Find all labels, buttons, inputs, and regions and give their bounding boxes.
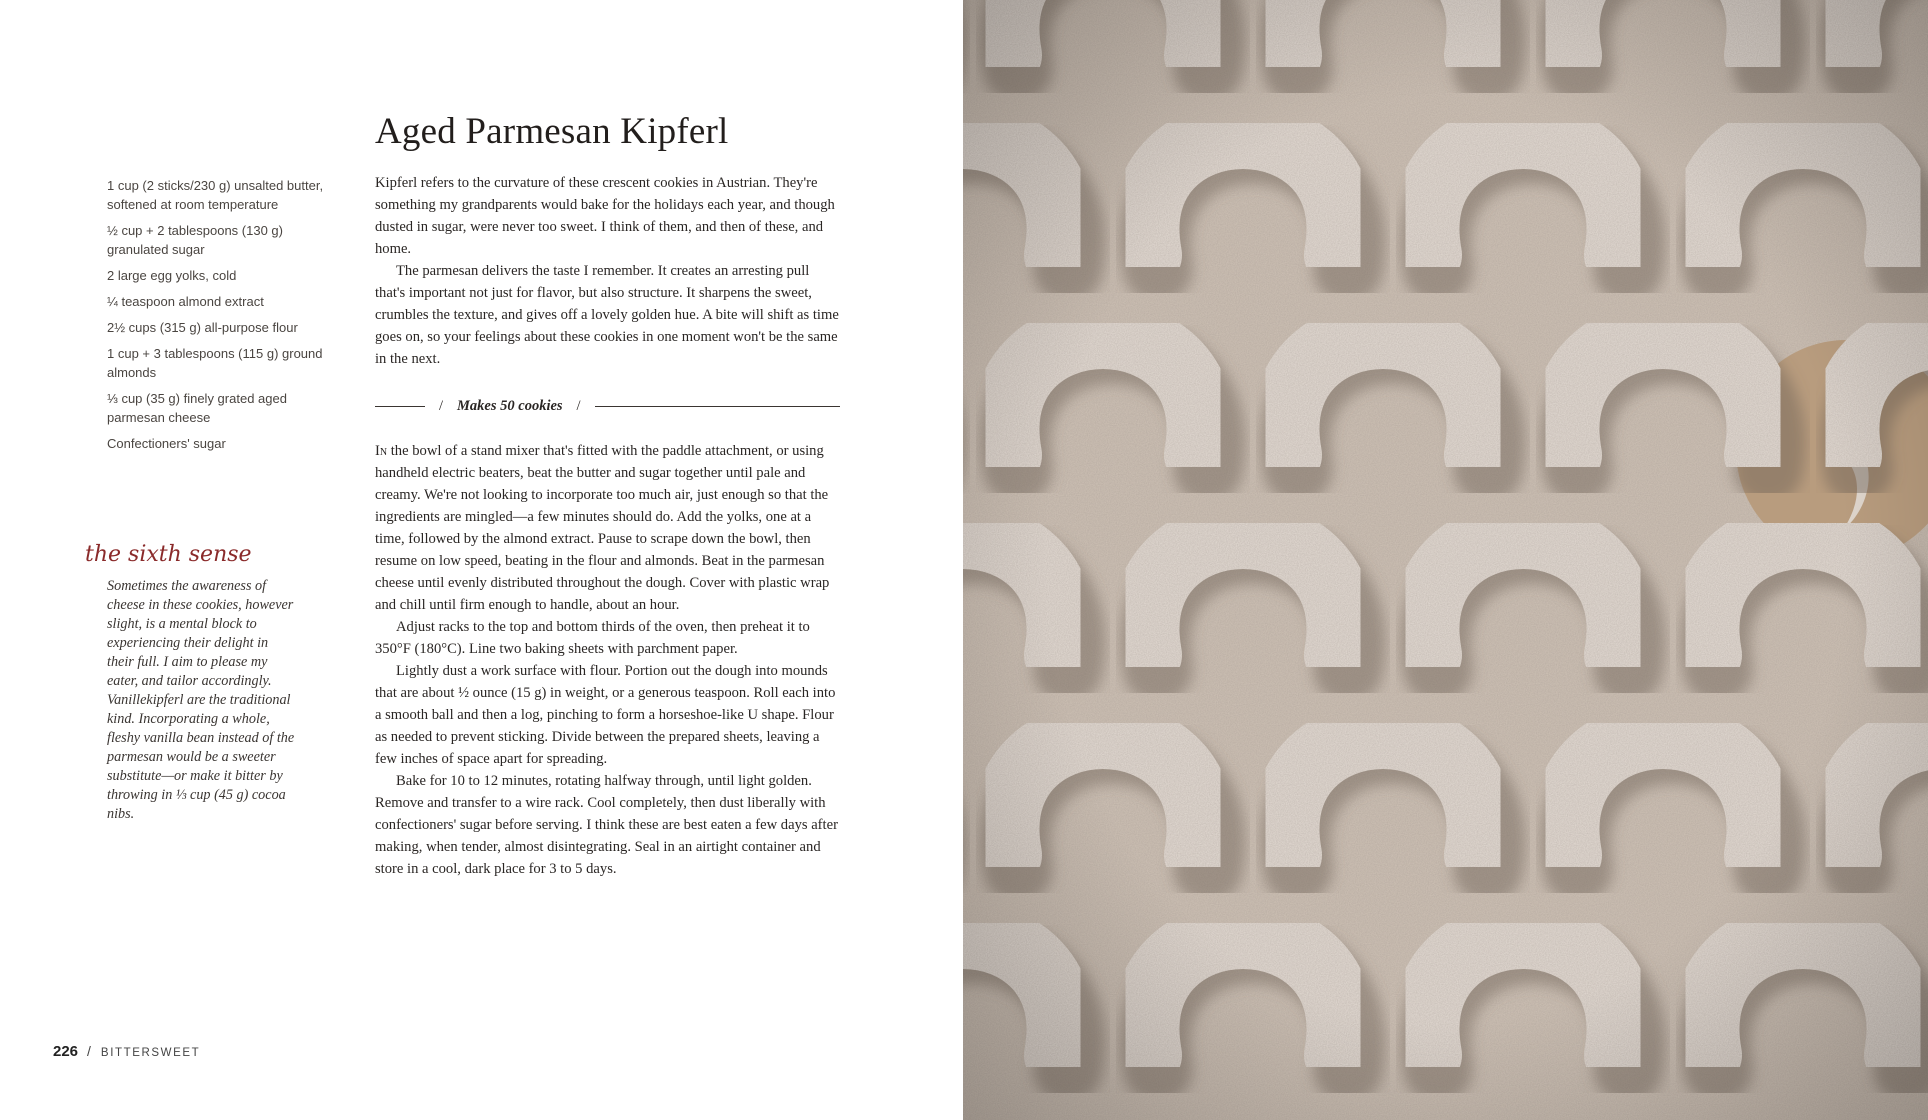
method-lead-word: In <box>375 443 388 459</box>
recipe-method <box>375 440 840 880</box>
recipe-yield <box>375 396 840 416</box>
cookie-photo <box>963 0 1928 1120</box>
footer-separator: / <box>87 1043 91 1059</box>
ingredient-item: ⅓ cup (35 g) finely grated aged parmesan cheese <box>107 391 287 425</box>
intro-paragraph: The parmesan delivers the taste I remember. It creates an arresting pull that's important not just for flavor, but also structure. It sharpens the sweet, crumbles the texture, and gives off a lovely golden hue. A bite will shift as time goes on, so your feelings about these cookies in one moment won't be the same in the next. <box>375 263 839 367</box>
ingredient-item: 2 large egg yolks, cold <box>107 268 237 283</box>
recipe-intro <box>375 172 840 370</box>
ingredient-item: 2½ cups (315 g) all-purpose flour <box>107 320 298 335</box>
divider-rule <box>595 406 840 407</box>
recipe-page <box>0 0 963 1120</box>
intro-paragraph: Kipferl refers to the curvature of these crescent cookies in Austrian. They're something my grandparents would bake for the holidays each year, and though dusted in sugar, were never too sweet. I think of them, and then of these, and home. <box>375 175 835 257</box>
yield-slash: / <box>576 397 581 414</box>
ingredient-item: 1 cup (2 sticks/230 g) unsalted butter, softened at room temperature <box>107 178 324 212</box>
yield-text: Makes 50 cookies <box>457 397 563 414</box>
method-paragraph: Lightly dust a work surface with flour. Portion out the dough into mounds that are about ½ ounce (15 g) in weight, or a generous teaspoon. Roll each into a smooth ball and then a log, pinching to form a horseshoe-like U shape. Flour as needed to prevent sticking. Divide between the prepared sheets, leaving a few inches of space apart for spreading. <box>375 663 836 767</box>
method-lead-text: the bowl of a stand mixer that's fitted with the paddle attachment, or using handheld electric beaters, beat the butter and sugar together until pale and creamy. We're not looking to incorporate too much air, just enough so that the ingredients are mingled—a few minutes should do. Add the yolks, one at a time, followed by the almond extract. Pause to scrape down the bowl, then resume on low speed, beating in the flour and almonds. Beat in the parmesan cheese until evenly distributed throughout the dough. Cover with plastic wrap and chill until firm enough to handle, about an hour. <box>375 443 830 613</box>
divider-rule <box>375 406 425 407</box>
ingredient-item: Confectioners' sugar <box>107 436 226 451</box>
method-paragraph <box>375 440 840 616</box>
method-paragraph: Bake for 10 to 12 minutes, rotating halfway through, until light golden. Remove and transfer to a wire rack. Cool completely, then dust liberally with confectioners' sugar before serving. I think these are best eaten a few days after making, when tender, almost disintegrating. Seal in an airtight container and store in a cool, dark place for 3 to 5 days. <box>375 773 838 877</box>
ingredient-item: ¼ teaspoon almond extract <box>107 294 264 309</box>
yield-slash: / <box>439 397 444 414</box>
page-number: 226 <box>53 1043 79 1060</box>
ingredient-item: 1 cup + 3 tablespoons (115 g) ground almonds <box>107 346 323 380</box>
recipe-title: Aged Parmesan Kipferl <box>375 111 729 152</box>
ingredient-item: ½ cup + 2 tablespoons (130 g) granulated sugar <box>107 223 283 257</box>
aside-title: the sixth sense <box>85 542 252 567</box>
method-paragraph: Adjust racks to the top and bottom thirds of the oven, then preheat it to 350°F (180°C). Line two baking sheets with parchment paper. <box>375 619 810 657</box>
photo-vignette <box>963 0 1928 1120</box>
ingredient-list <box>107 176 327 460</box>
aside-body: Sometimes the awareness of cheese in these cookies, however slight, is a mental block to experiencing their delight in their full. I aim to please my eater, and tailor accordingly. Vanillekipferl are the traditional kind. Incorporating a whole, fleshy vanilla bean instead of the parmesan would be a sweeter substitute—or make it bitter by throwing in ⅓ cup (45 g) cocoa nibs. <box>107 578 295 822</box>
kipferl-photo-illustration <box>963 0 1928 1120</box>
book-title: BITTERSWEET <box>100 1047 201 1059</box>
page-footer <box>53 1043 200 1060</box>
